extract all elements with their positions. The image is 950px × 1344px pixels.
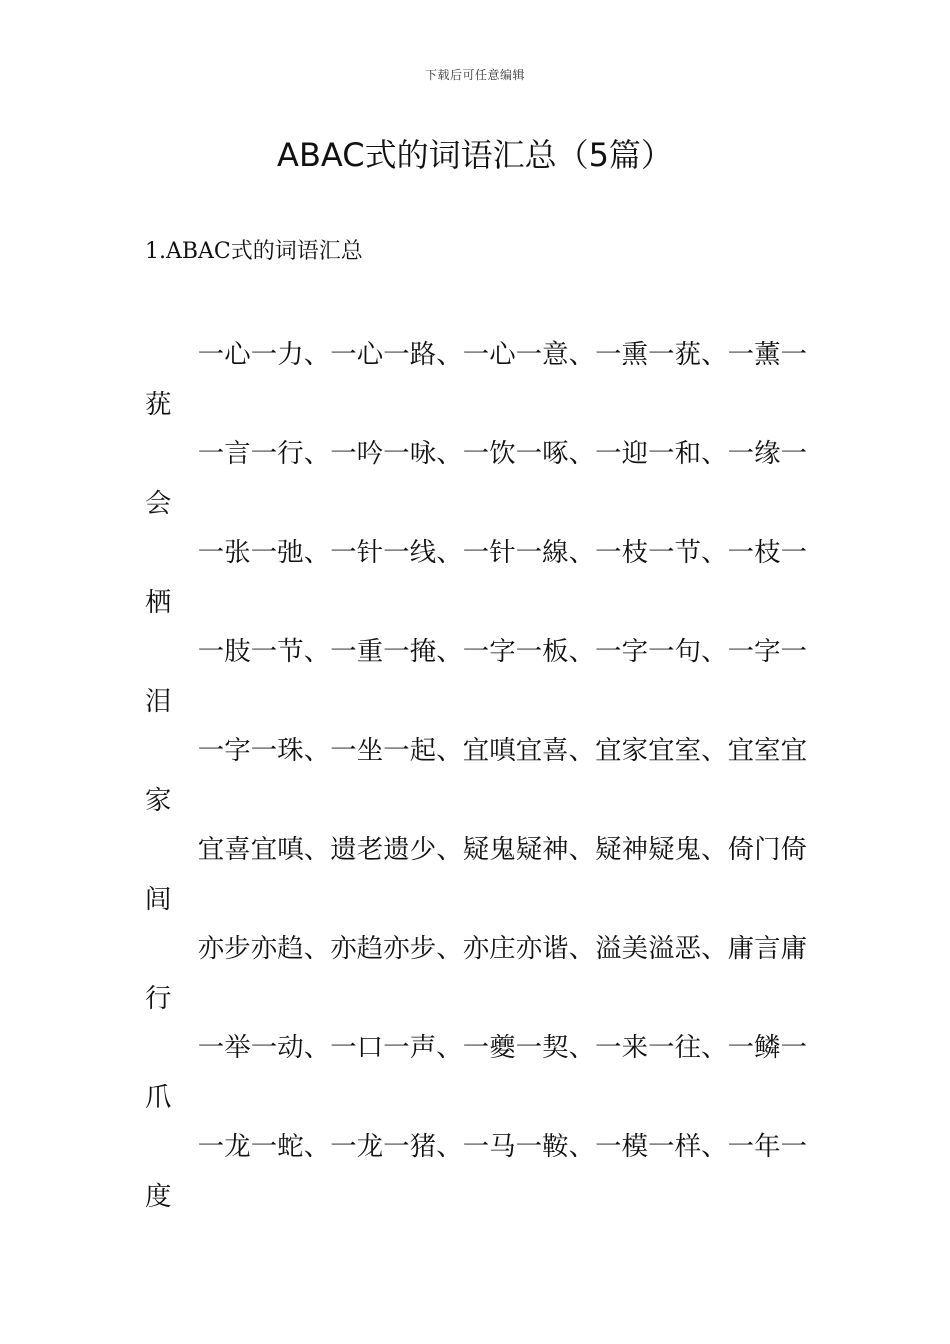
header-note: 下载后可任意编辑: [424, 68, 525, 82]
paragraph: 一举一动、一口一声、一夔一契、一来一往、一鳞一爪: [145, 1032, 807, 1113]
section-heading: 1.ABAC式的词语汇总: [145, 239, 363, 264]
paragraph: 一张一弛、一针一线、一针一線、一枝一节、一枝一栖: [145, 537, 807, 618]
paragraph: 宜喜宜嗔、遗老遗少、疑鬼疑神、疑神疑鬼、倚门倚闾: [145, 834, 807, 915]
paragraph: 一肢一节、一重一掩、一字一板、一字一句、一字一泪: [145, 636, 807, 717]
paragraph: 一龙一蛇、一龙一猪、一马一鞍、一模一样、一年一度: [145, 1131, 807, 1212]
paragraph: 一言一行、一吟一咏、一饮一啄、一迎一和、一缘一会: [145, 438, 807, 519]
paragraph: 一心一力、一心一路、一心一意、一熏一莸、一薰一莸: [145, 339, 807, 420]
body-text: [145, 330, 807, 1221]
paragraph: 一字一珠、一坐一起、宜嗔宜喜、宜家宜室、宜室宜家: [145, 735, 807, 816]
document-title: ABAC式的词语汇总（5篇）: [277, 136, 673, 174]
paragraph: 亦步亦趋、亦趋亦步、亦庄亦谐、溢美溢恶、庸言庸行: [145, 933, 807, 1014]
